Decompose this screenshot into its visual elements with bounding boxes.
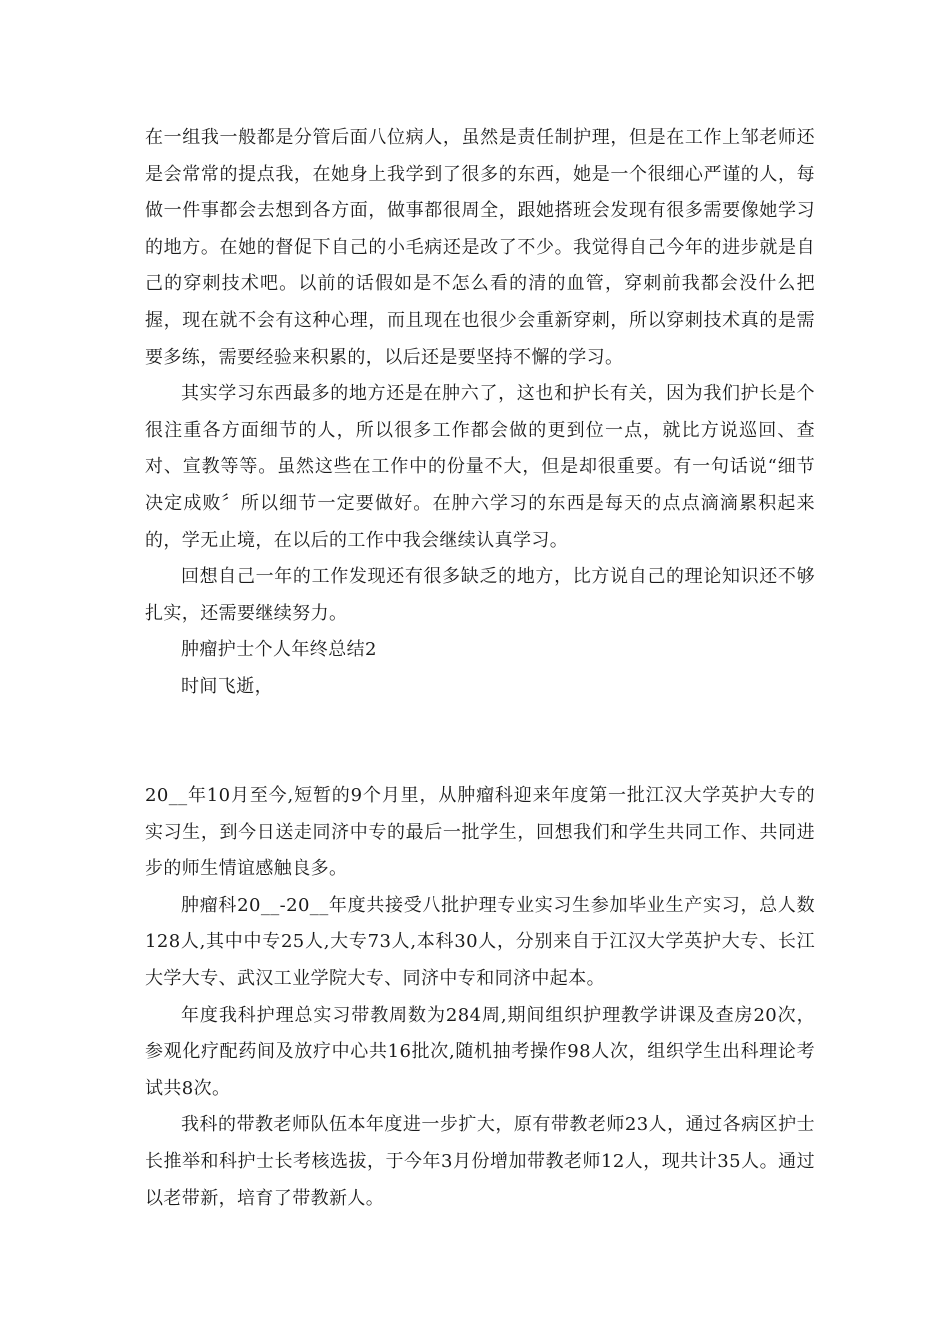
paragraph: 时间飞逝， — [181, 675, 273, 697]
paragraph: 回想自己一年的工作发现还有很多缺乏的地方，比方说自己的理论知识还不够扎实，还需要继续努力。 — [145, 566, 815, 624]
text-block-bottom — [145, 778, 815, 1217]
paragraph: 在一组我一般都是分管后面八位病人，虽然是责任制护理，但是在工作上邹老师还是会常常的提点我，在她身上我学到了很多的东西，她是一个很细心严谨的人，每做一件事都会去想到各方面，做事都很周全，跟她搭班会发现有很多需要像她学习的地方。在她的督促下自己的小毛病还是改了不少。我觉得自己今年的进步就是自己的穿刺技术吧。以前的话假如是不怎么看的清的血管，穿刺前我都会没什么把握，现在就不会有这种心理，而且现在也很少会重新穿刺，所以穿刺技术真的是需要多练，需要经验来积累的，以后还是要坚持不懈的学习。 — [145, 127, 815, 368]
paragraph: 年度我科护理总实习带教周数为284周,期间组织护理教学讲课及查房20次，参观化疗配药间及放疗中心共16批次,随机抽考操作98人次，组织学生出科理论考试共8次。 — [145, 1004, 815, 1099]
paragraph: 20__年10月至今,短暂的9个月里，从肿瘤科迎来年度第一批江汉大学英护大专的实习生，到今日送走同济中专的最后一批学生，回想我们和学生共同工作、共同进步的师生情谊感触良多。 — [145, 785, 815, 880]
paragraph: 肿瘤科20__-20__年度共接受八批护理专业实习生参加毕业生产实习，总人数128人,其中中专25人,大专73人,本科30人，分别来自于江汉大学英护大专、长江大学大专、武汉工业学院大专、同济中专和同济中起本。 — [145, 894, 815, 989]
text-block-top — [145, 120, 815, 706]
paragraph: 其实学习东西最多的地方还是在肿六了，这也和护长有关，因为我们护长是个很注重各方面细节的人，所以很多工作都会做的更到位一点，就比方说巡回、查对、宣教等等。虽然这些在工作中的份量不大，但是却很重要。有一句话说“细节决定成败〞所以细节一定要做好。在肿六学习的东西是每天的点点滴滴累积起来的，学无止境，在以后的工作中我会继续认真学习。 — [145, 383, 815, 551]
paragraph: 我科的带教老师队伍本年度进一步扩大，原有带教老师23人，通过各病区护士长推举和科护士长考核选拔，于今年3月份增加带教老师12人，现共计35人。通过以老带新，培育了带教新人。 — [145, 1114, 815, 1209]
section-heading: 肿瘤护士个人年终总结2 — [181, 639, 377, 661]
